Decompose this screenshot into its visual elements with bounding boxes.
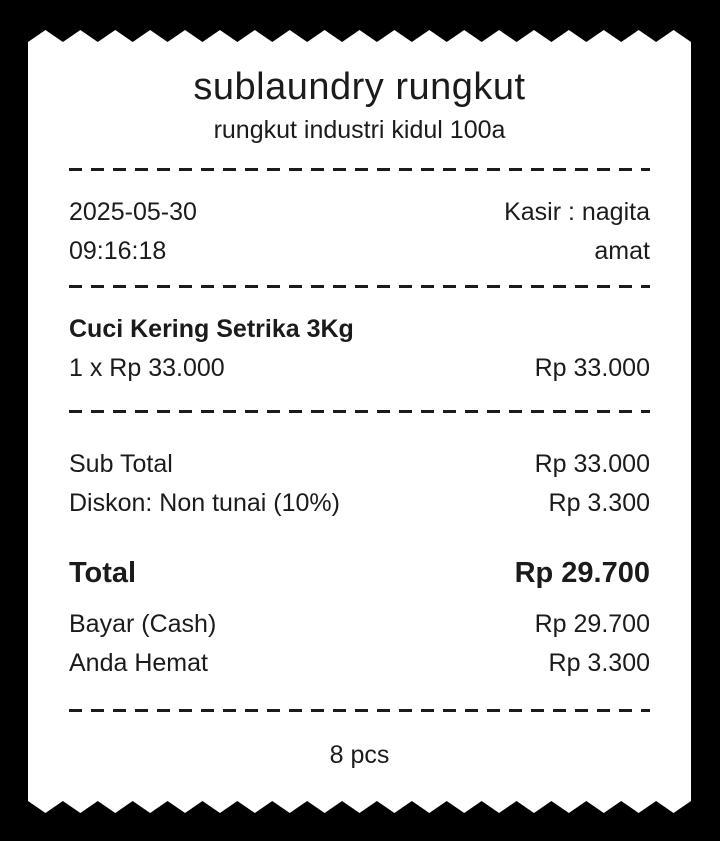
summary-section — [69, 445, 650, 523]
savings-label: Anda Hemat — [69, 649, 208, 677]
store-name: sublaundry rungkut — [193, 66, 526, 108]
payment-section — [69, 605, 650, 683]
dashed-divider — [69, 410, 650, 413]
dashed-divider — [69, 285, 650, 288]
item-amount: Rp 33.000 — [534, 354, 650, 382]
receipt-body — [28, 42, 691, 801]
total-row — [69, 551, 650, 595]
info-row-1 — [69, 193, 650, 232]
dashed-divider — [69, 709, 650, 712]
line-item — [69, 310, 650, 388]
subtotal-value: Rp 33.000 — [534, 450, 650, 478]
savings-value: Rp 3.300 — [548, 649, 650, 677]
info-row-2 — [69, 232, 650, 271]
discount-row — [69, 484, 650, 523]
total-label: Total — [69, 557, 137, 589]
discount-value: Rp 3.300 — [548, 489, 650, 517]
item-qty-row — [69, 349, 650, 388]
subtotal-row — [69, 445, 650, 484]
cashier-name-line2: amat — [594, 237, 650, 265]
transaction-time: 09:16:18 — [69, 237, 167, 265]
torn-edge-top — [28, 30, 691, 42]
store-address: rungkut industri kidul 100a — [213, 116, 506, 144]
item-name: Cuci Kering Setrika 3Kg — [69, 315, 354, 343]
total-value: Rp 29.700 — [514, 557, 650, 589]
savings-row — [69, 644, 650, 683]
transaction-date: 2025-05-30 — [69, 198, 197, 226]
subtotal-label: Sub Total — [69, 450, 173, 478]
transaction-info — [69, 193, 650, 271]
receipt-paper — [28, 30, 691, 813]
payment-label: Bayar (Cash) — [69, 610, 217, 638]
cashier-name-line1: Kasir : nagita — [504, 198, 650, 226]
payment-value: Rp 29.700 — [534, 610, 650, 638]
item-qty-price: 1 x Rp 33.000 — [69, 354, 225, 382]
torn-edge-bottom — [28, 801, 691, 813]
dashed-divider — [69, 168, 650, 171]
payment-row — [69, 605, 650, 644]
total-pieces: 8 pcs — [329, 741, 390, 769]
discount-label: Diskon: Non tunai (10%) — [69, 489, 340, 517]
